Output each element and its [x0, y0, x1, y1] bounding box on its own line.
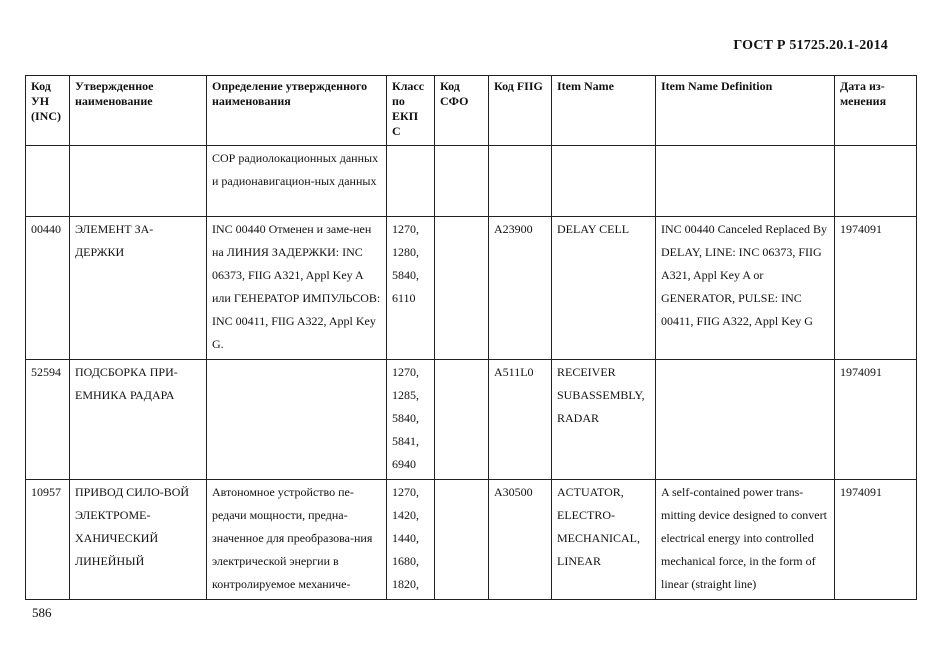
header-change-date: Дата из-менения: [835, 76, 917, 146]
cell-inc: 52594: [26, 360, 70, 480]
header-definition: Определение утвержденного наименования: [207, 76, 387, 146]
table-row: [26, 217, 917, 360]
standard-title: ГОСТ Р 51725.20.1-2014: [733, 38, 888, 53]
cell-item-definition: [656, 360, 835, 480]
cell-date: 1974091: [835, 360, 917, 480]
cell-class: 1270, 1285, 5840, 5841, 6940: [387, 360, 435, 480]
cell-fiig: A30500: [489, 480, 552, 600]
page-number: 586: [32, 605, 52, 620]
cell-name: ПОДСБОРКА ПРИ-ЕМНИКА РАДАРА: [70, 360, 207, 480]
cell-sfo: [435, 217, 489, 360]
cell-date: [835, 146, 917, 217]
cell-inc: 10957: [26, 480, 70, 600]
cell-definition: СОР радиолокационных данных и радионавигацион-ных данных: [207, 146, 387, 217]
header-item-definition: Item Name Definition: [656, 76, 835, 146]
cell-name: [70, 146, 207, 217]
cell-inc: [26, 146, 70, 217]
header-inc: Код УН (INC): [26, 76, 70, 146]
cell-item-definition: A self-contained power trans-mitting device designed to convert electrical energy into controlled mechanical force, in the form of linear (straight line): [656, 480, 835, 600]
cell-sfo: [435, 360, 489, 480]
cell-item-name: DELAY CELL: [552, 217, 656, 360]
cell-name: ПРИВОД СИЛО-ВОЙ ЭЛЕКТРОМЕ-ХАНИЧЕСКИЙ ЛИНЕЙНЫЙ: [70, 480, 207, 600]
cell-item-name: [552, 146, 656, 217]
table-row: [26, 360, 917, 480]
cell-item-name: RECEIVER SUBASSEMBLY, RADAR: [552, 360, 656, 480]
cell-class: 1270, 1420, 1440, 1680, 1820,: [387, 480, 435, 600]
cell-fiig: [489, 146, 552, 217]
cell-sfo: [435, 480, 489, 600]
header-sfo: Код СФО: [435, 76, 489, 146]
cell-date: 1974091: [835, 217, 917, 360]
cell-date: 1974091: [835, 480, 917, 600]
header-item-name: Item Name: [552, 76, 656, 146]
header-approved-name: Утвержденное наименование: [70, 76, 207, 146]
cell-fiig: A511L0: [489, 360, 552, 480]
cell-sfo: [435, 146, 489, 217]
table-row: [26, 480, 917, 600]
cell-definition: [207, 360, 387, 480]
header-row: [26, 76, 917, 146]
cell-class: [387, 146, 435, 217]
cell-class: 1270, 1280, 5840, 6110: [387, 217, 435, 360]
cell-name: ЭЛЕМЕНТ ЗА-ДЕРЖКИ: [70, 217, 207, 360]
table-row: [26, 146, 917, 217]
cell-item-name: ACTUATOR, ELECTRO-MECHANICAL, LINEAR: [552, 480, 656, 600]
catalog-table: [25, 75, 917, 600]
header-fiig: Код FIIG: [489, 76, 552, 146]
cell-definition: INC 00440 Отменен и заме-нен на ЛИНИЯ ЗАДЕРЖКИ: INC 06373, FIIG A321, Appl Key A или ГЕНЕРАТОР ИМПУЛЬСОВ: INC 00411, FIIG A322, Appl Key G.: [207, 217, 387, 360]
cell-item-definition: INC 00440 Canceled Replaced By DELAY, LINE: INC 06373, FIIG A321, Appl Key A or GENERATOR, PULSE: INC 00411, FIIG A322, Appl Key G: [656, 217, 835, 360]
cell-fiig: A23900: [489, 217, 552, 360]
cell-inc: 00440: [26, 217, 70, 360]
cell-definition: Автономное устройство пе-редачи мощности, предна-значенное для преобразова-ния электрической энергии в контролируемое механиче-: [207, 480, 387, 600]
cell-item-definition: [656, 146, 835, 217]
header-class: Класс по ЕКП С: [387, 76, 435, 146]
